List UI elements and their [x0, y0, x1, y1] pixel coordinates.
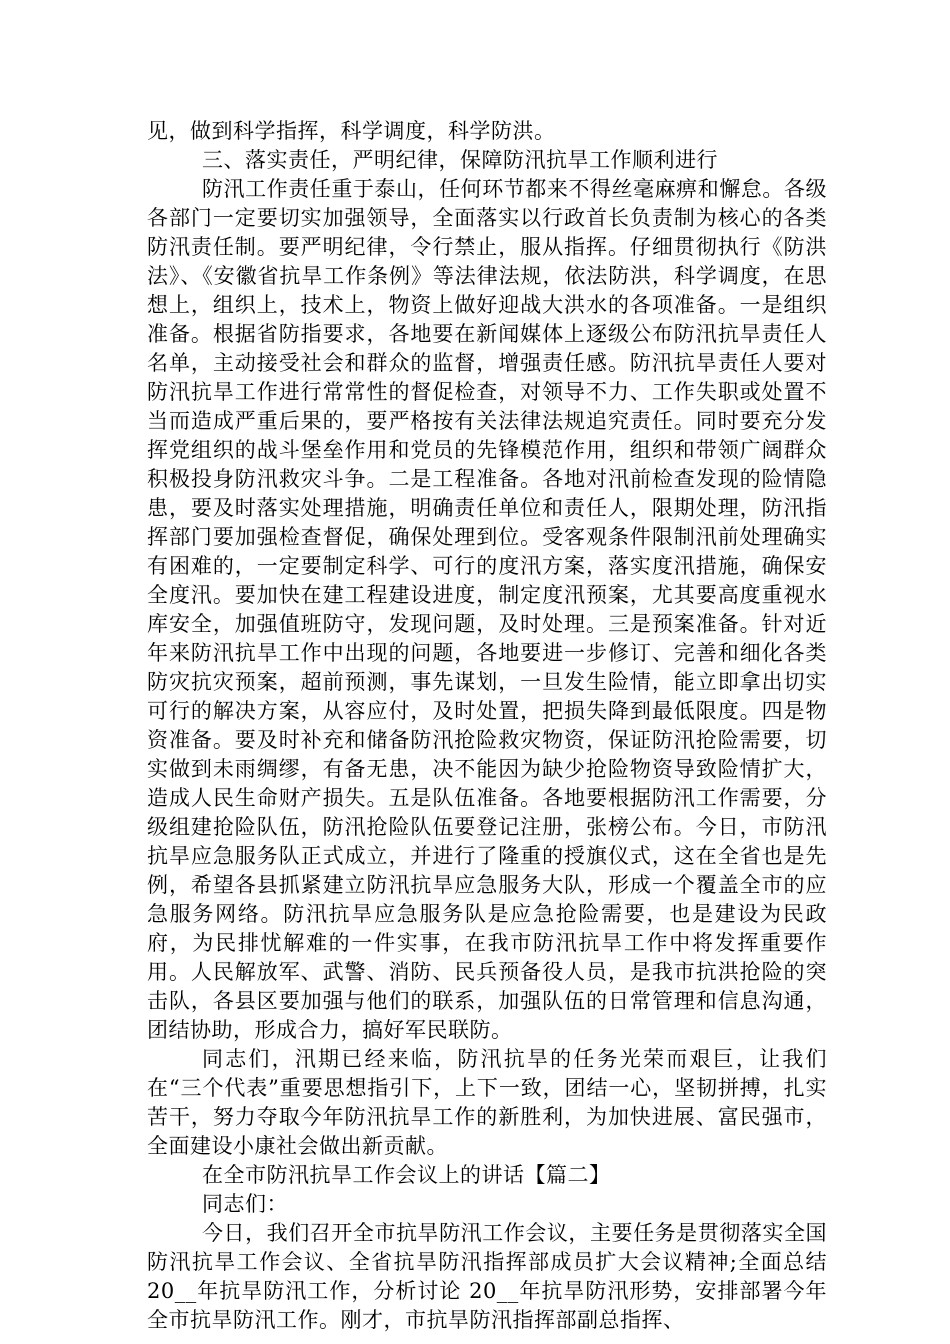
paragraph-closing: 同志们，汛期已经来临，防汛抗旱的任务光荣而艰巨，让我们在“三个代表”重要思想指引下，上下一致，团结一心，坚韧拼搏，扎实苦干，努力夺取今年防汛抗旱工作的新胜利，为加快进展、富民强市，全面建设小康社会做出新贡献。: [147, 1047, 827, 1158]
paragraph-opening: 今日，我们召开全市抗旱防汛工作会议，主要任务是贯彻落实全国防汛抗旱工作会议、全省抗旱防汛指挥部成员扩大会议精神;全面总结 20__年抗旱防汛工作，分析讨论 20__年抗旱防汛形势，安排部署今年全市抗旱防汛工作。刚才，市抗旱防汛指挥部副总指挥、: [147, 1221, 827, 1332]
salutation: 同志们：: [202, 1192, 288, 1216]
section-heading: 三、落实责任，严明纪律，保障防汛抗旱工作顺利进行: [202, 148, 718, 172]
paragraph-responsibility: 防汛工作责任重于泰山，任何环节都来不得丝毫麻痹和懈怠。各级各部门一定要切实加强领导，全面落实以行政首长负责制为核心的各类防汛责任制。要严明纪律，令行禁止，服从指挥。仔细贯彻执行《防洪法》、《安徽省抗旱工作条例》等法律法规，依法防洪，科学调度，在思想上，组织上，技术上，物资上做好迎战大洪水的各项准备。一是组织准备。根据省防指要求，各地要在新闻媒体上逐级公布防汛抗旱责任人名单，主动接受社会和群众的监督，增强责任感。防汛抗旱责任人要对防汛抗旱工作进行常常性的督促检查，对领导不力、工作失职或处置不当而造成严重后果的，要严格按有关法律法规追究责任。同时要充分发挥党组织的战斗堡垒作用和党员的先锋模范作用，组织和带领广阔群众积极投身防汛救灾斗争。二是工程准备。各地对汛前检查发现的险情隐患，要及时落实处理措施，明确责任单位和责任人，限期处理，防汛指挥部门要加强检查督促，确保处理到位。受客观条件限制汛前处理确实有困难的，一定要制定科学、可行的度汛方案，落实度汛措施，确保安全度汛。要加快在建工程建设进度，制定度汛预案，尤其要高度重视水库安全，加强值班防守，发现问题，及时处理。三是预案准备。针对近年来防汛抗旱工作中出现的问题，各地要进一步修订、完善和细化各类防灾抗灾预案，超前预测，事先谋划，一旦发生险情，能立即拿出切实可行的解决方案，从容应付，及时处置，把损失降到最低限度。四是物资准备。要及时补充和储备防汛抢险救灾物资，保证防汛抢险需要，切实做到未雨绸缪，有备无患，决不能因为缺少抢险物资导致险情扩大，造成人民生命财产损失。五是队伍准备。各地要根据防汛工作需要，分级组建抢险队伍，防汛抢险队伍要登记注册，张榜公布。今日，市防汛抗旱应急服务队正式成立，并进行了隆重的授旗仪式，这在全省也是先例，希望各县抓紧建立防汛抗旱应急服务大队，形成一个覆盖全市的应急服务网络。防汛抗旱应急服务队是应急抢险需要，也是建设为民政府，为民排忧解难的一件实事，在我市防汛抗旱工作中将发挥重要作用。人民解放军、武警、消防、民兵预备役人员，是我市抗洪抢险的突击队，各县区要加强与他们的联系，加强队伍的日常管理和信息沟通，团结协助，形成合力，搞好军民联防。: [147, 177, 827, 1042]
paragraph-continuation: 见，做到科学指挥，科学调度，科学防洪。: [147, 119, 556, 143]
document-body: [147, 117, 827, 1335]
speech-title: 在全市防汛抗旱工作会议上的讲话【篇二】: [202, 1163, 611, 1187]
